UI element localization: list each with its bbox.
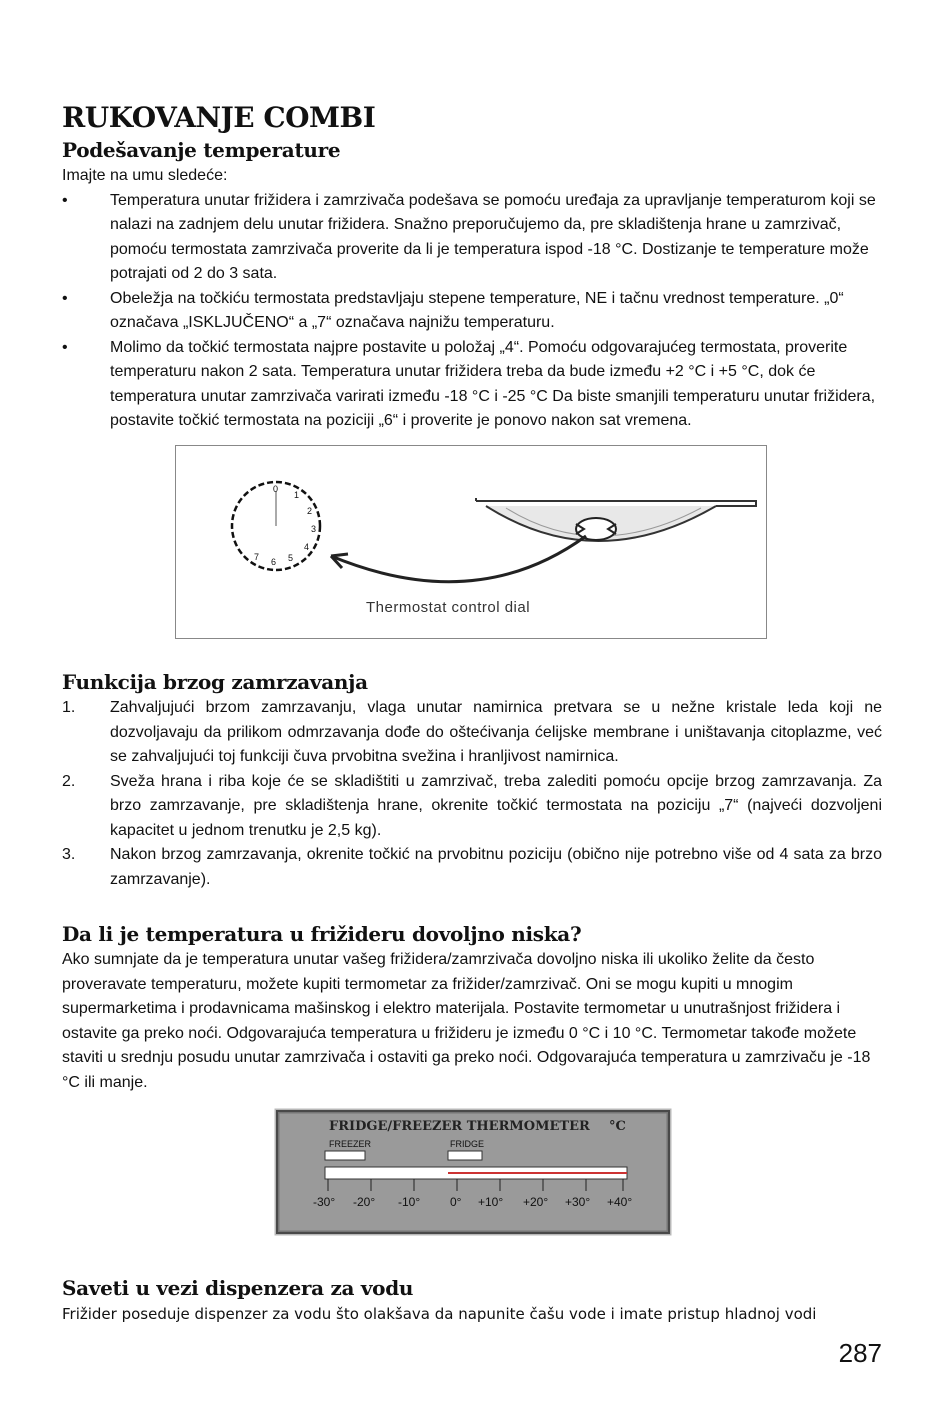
thermostat-dial-figure	[175, 445, 767, 639]
scale-label: -20°	[353, 1195, 376, 1209]
scale-label: -30°	[313, 1195, 336, 1209]
dial-caption: Thermostat control dial	[366, 599, 531, 616]
quick-freeze-list	[62, 696, 882, 892]
water-dispenser-section	[62, 1274, 882, 1327]
section-heading-low-temperature: Da li je temperatura u frižideru dovoljno niska?	[62, 922, 582, 946]
thermometer-unit: °C	[609, 1119, 626, 1134]
scale-label: -10°	[398, 1195, 421, 1209]
numbered-item: 3. Nakon brzog zamrzavanja, okrenite točkić na prvobitnu poziciju (obično nije potrebno više od 4 sata za brzo zamrzavanje).	[62, 846, 882, 888]
numbered-item: 1. Zahvaljujući brzom zamrzavanju, vlaga unutar namirnica pretvara se u nežne kristale leda koji ne dozvoljavaju da prilikom odmrzavanja dođe do oštećivanja ćelijske membrane i uništavanja citoplazme, već se zahvaljujući toj funkciji čuva prvobitna svežina i hranljivost namirnica.	[62, 699, 882, 765]
scale-label: +10°	[478, 1195, 504, 1209]
dial-number: 6	[271, 557, 277, 567]
section-heading-quick-freeze: Funkcija brzog zamrzavanja	[62, 670, 368, 694]
section-heading-water-dispenser: Saveti u vezi dispenzera za vodu	[62, 1276, 414, 1300]
low-temperature-body: Ako sumnjate da je temperatura unutar vašeg frižidera/zamrzivača dovoljno niska ili ukoliko želite da često proveravate temperaturu, možete kupiti termometar za frižider/zamrzivač. Oni se mogu kupiti u mnogim supermarketima i prodavnicama mašinskog i elektro materijala. Postavite termometar u unutrašnjost frižidera i ostavite ga preko noći. Odgovarajuća temperatura u frižideru je između 0 °C i 10 °C. Termometar takođe možete staviti u srednju posudu unutar zamrzivača i ostaviti ga preko noći. Odgovarajuća temperatura u zamrzivaču je -18 °C ili manje.	[62, 951, 871, 1091]
dial-number: 2	[307, 506, 313, 516]
numbered-item: 2. Sveža hrana i riba koje će se skladištiti u zamrzivač, treba zalediti pomoću opcije brzog zamrzavanja. Za brzo zamrzavanje, pre skladištenja hrane, okrenite točkić termostata na poziciju „7“ (najveći dozvoljeni kapacitet u jednom trenutku je 2,5 kg).	[62, 772, 882, 839]
dial-number: 5	[288, 553, 294, 563]
bullet-item: • Obeležja na točkiću termostata predstavljaju stepene temperature, NE i tačnu vrednost temperature. „0“ označava „ISKLJUČENO“ a „7“ označava najnižu temperaturu.	[62, 287, 882, 336]
dial-number: 3	[311, 524, 317, 534]
scale-label: +40°	[607, 1195, 633, 1209]
page-number: 287	[838, 1338, 882, 1368]
scale-label: 0°	[450, 1195, 462, 1209]
low-temperature-section	[62, 920, 882, 1095]
dial-number: 7	[254, 552, 260, 562]
dial-number: 0	[273, 484, 279, 494]
bullet-item: • Molimo da točkić termostata najpre postavite u položaj „4“. Pomoću odgovarajućeg termostata, proverite temperaturu nakon 2 sata. Temperatura unutar frižidera treba da bude između +2 °C i +5 °C, dok će temperatura unutar zamrzivača varirati između -18 °C i -25 °C Da biste smanjili temperaturu unutar frižidera, postavite točkić termostata na poziciji „6“ i proverite je ponovo nakon sat vremena.	[62, 336, 882, 434]
temperature-section	[62, 100, 882, 434]
water-dispenser-body: Frižider poseduje dispenzer za vodu što olakšava da napunite čašu vode i imate pristup hladnoj vodi	[62, 1305, 817, 1323]
dial-number: 1	[294, 490, 300, 500]
thermometer-figure	[273, 1107, 673, 1237]
intro-text: Imajte na umu sledeće:	[62, 167, 228, 184]
bullet-item: • Temperatura unutar frižidera i zamrzivača podešava se pomoću uređaja za upravljanje temperaturom koji se nalazi na zadnjem delu unutar frižidera. Snažno preporučujemo da, pre skladištenja hrane u zamrzivač, pomoću termostata zamrzivača proverite da li je temperatura ispod -18 °C. Dostizanje te temperature može potrajati od 2 do 3 sata.	[62, 189, 882, 287]
scale-label: +30°	[565, 1195, 591, 1209]
freezer-label: FREEZER	[329, 1139, 372, 1149]
scale-label: +20°	[523, 1195, 549, 1209]
temperature-bullet-list	[62, 189, 882, 434]
dial-number: 4	[304, 542, 310, 552]
fridge-label: FRIDGE	[450, 1139, 485, 1149]
section-heading-temperature: Podešavanje temperature	[62, 138, 341, 162]
quick-freeze-section	[62, 668, 882, 892]
thermometer-title: FRIDGE/FREEZER THERMOMETER	[329, 1119, 590, 1134]
page-title: RUKOVANJE COMBI	[62, 101, 376, 134]
